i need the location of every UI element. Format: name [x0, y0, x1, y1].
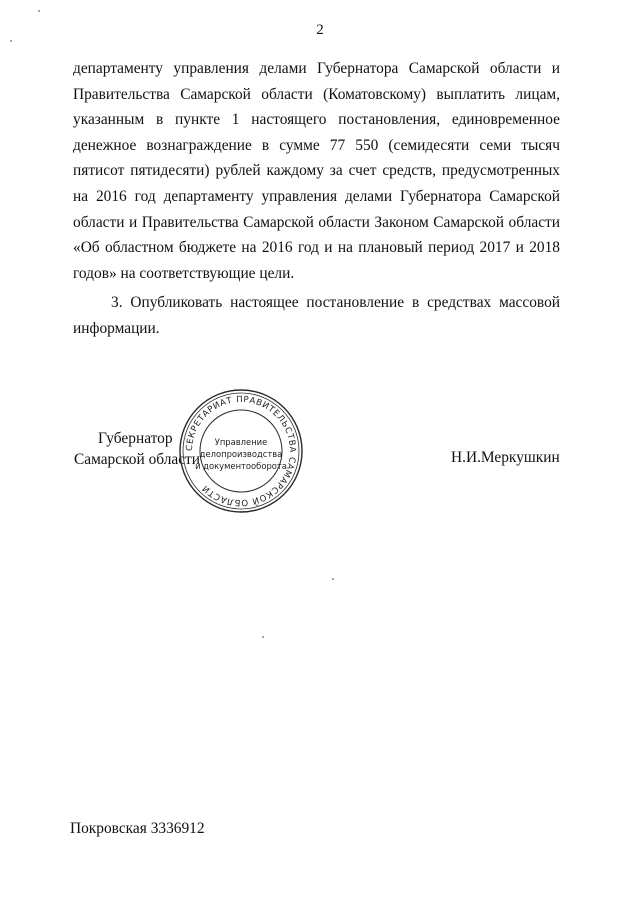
- paragraph-item-3: 3. Опубликовать настоящее постановление в средствах массовой информации.: [73, 294, 560, 337]
- scan-speck: [10, 40, 12, 42]
- seal-center-line2: делопроизводства: [199, 449, 283, 459]
- scan-speck: [38, 10, 40, 12]
- document-body: [73, 56, 560, 342]
- paragraph-continuation: департаменту управления делами Губернатора Самарской области и Правительства Самарской области (Коматовскому) выплатить лицам, указанным в пункте 1 настоящего постановления, единовременное денежное вознаграждение в сумме 77 550 (семидесяти семи тысяч пятисот пятидесяти) рублей каждому за счет средств, предусмотренных на 2016 год департаменту управления делами Губернатора Самарской области и Правительства Самарской области Законом Самарской области «Об областном бюджете на 2016 год и на плановый период 2017 и 2018 годов» на соответствующие цели.: [73, 60, 560, 282]
- scan-speck: [262, 636, 264, 638]
- official-seal: [178, 388, 304, 514]
- signatory-title-line1: Губернатор: [98, 430, 173, 447]
- executor-footer: Покровская 3336912: [70, 820, 205, 837]
- page-number: 2: [316, 22, 324, 38]
- seal-ring-text: СЕКРЕТАРИАТ ПРАВИТЕЛЬСТВА САМАРСКОЙ ОБЛАСТИ: [184, 394, 298, 508]
- seal-center-line3: и документооборота: [195, 461, 287, 471]
- signatory-title-line2: Самарской области: [74, 451, 201, 468]
- scan-speck: [332, 578, 334, 580]
- seal-center-line1: Управление: [214, 437, 268, 447]
- signatory-name: Н.И.Меркушкин: [451, 449, 560, 466]
